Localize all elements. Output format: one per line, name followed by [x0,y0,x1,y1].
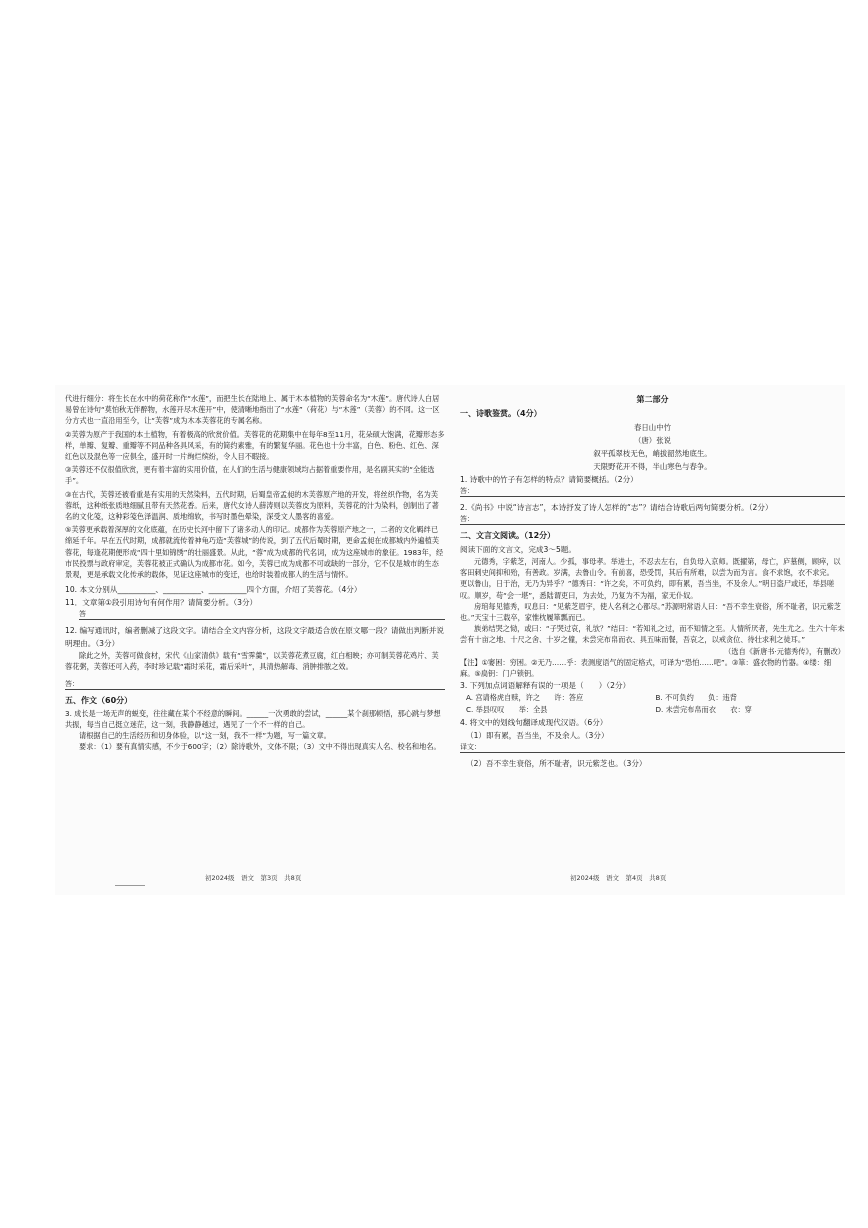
part-heading: 第二部分 [636,395,669,404]
essay-requirements: 要求：（1）要有真情实感，不少于600字；（2）除诗歌外，文体不限；（3）文中不得出现真实人名、校名和地名。 [79,742,441,752]
options-grid [466,692,845,716]
translation-item-1: （1）即有累，吾当坐，不及余人。（3分） [466,731,609,741]
classical-para-1: 元德秀，字紫芝，河南人。少孤，事母孝。举进士，不忍去左右，自负母入京师。既擢第，母亡，庐墓侧，顾瘁，以客田刺史间抑和殆，有善政。岁满，去鲁山令。有前喜，恐受罚，其后有所难，以尝为而为言。食不求饱，衣不求完。 [460,557,841,578]
poem-author: （唐）张说 [634,436,671,445]
classical-instructions: 阅读下面的文言文，完成3～5题。 [460,545,576,554]
exam-spread [55,385,845,895]
poetry-question-2: 2.《尚书》中说“诗言志”，本诗抒发了诗人怎样的“志”？请结合诗歌后两句简要分析。（2分） [460,503,773,512]
passage-para-4: ③在古代，芙蓉还被看重是有实用的天然染料，五代时期，后蜀皇帝孟昶的木芙蓉原产地的开发，将丝织作物，名为芙蓉纸，这种纸张质地细腻且带有天然花香。后来，唐代女诗人薛涛则以芙蓉皮为原料，芙蓉花的汁为染料，创制出了著名的文化笺，这种彩笺色泽温润、质地绵软，书写时墨色晕染，深受文人墨客的喜爱。 [65,489,439,522]
section-classical-heading: 二、文言文阅读。（12分） [460,531,556,540]
question-12: 12. 编写通讯时，编者删减了这段文字。请结合全文内容分析，这段文字最适合放在原文哪一段？请做出判断并说明理由。（3分） [65,626,444,649]
passage-para-1: 代进行细分：将生长在水中的荷花称作“水莲”，而把生长在陆地上、属于木本植物的芙蓉命名为“木莲”。唐代诗人白居易曾在诗句“莫怕秋无伴醉物，水莲开尽木莲开”中，使清晰地指出了“水莲”（荷花）与“木莲”（芙蓉）的不同。这一区分方式也一直沿用至今，让“芙蓉”成为木本芙蓉花的专属名称。 [65,394,440,426]
essay-prompt: 3. 成长是一场无声的蜕变，往往藏在某个不经意的瞬间。______一次勇敢的尝试，______某个刹那顿悟，那心跳与梦想共振，每当自己挺立迷茫，这一刻，我静静越过，遇见了一个不一样的自己。 [65,708,441,729]
answer-line-1[interactable]: 答： [460,486,845,497]
passage-para-3: ③芙蓉还不仅很值欣赏，更有着丰富的实用价值，在人们的生活与健康领域均占据着重要作用，是名副其实的“全能选手”。 [65,465,435,486]
translation-answer-1[interactable]: 译文： [460,742,845,753]
classical-question-4: 4. 将文中的划线句翻译成现代汉语。（6分） [460,718,608,728]
answer-line-2[interactable]: 答： [460,514,845,525]
option-a[interactable]: A. 宫请格虎自赎，许之 许：答应 [466,693,584,703]
poetry-question-1: 1. 诗歌中的竹子有怎样的特点？请简要概括。（2分） [460,475,638,484]
page-4: 第二部分 一、诗歌鉴赏。（4分） 春日山中竹 （唐）张说 叙平孤翠枝无色，峭拔韶然地底生。 天限野花开不得，半山寒色与春争。 1. 诗歌中的竹子有怎样的特点？请简要概括。（2分） 答： 2.《尚书》中说“诗言志”，本诗抒发了诗人怎样的“志”？请结合诗歌后两句简要分析。（2分） 答： 二、文言文阅读。（12分） 阅读下面的文言文，完成3～5题。 元德秀，字紫芝，河南人。少孤，事母孝。举进士，不忍去左右，自负母入京师。既擢第，母亡，庐墓侧，顾瘁，以客田刺史间抑和殆，有善政。岁满，去鲁山令。有前喜，恐受罚，其后有所难，以尝为而为言。食不求饱，衣不求完。 更以鲁山，日于治，无乃为异乎？”德秀曰：“许之矣，不可负约，即有累，吾当坐，不及余人。”明日盗尸或还，举县嗟叹。顺岁，苟“会一堪”，悉陆谓吏曰，为去处，乃复为不为福，家无仆奴。 房琯每见德秀，叹息曰：“见紫芝眉宇，使人名利之心都尽。”苏源明常语人曰：“吾不幸生衰俗，所不耻者，识元紫芝也。”天宝十三载卒，家惟枕履箪瓢而已。 族弟结哭之恸，或曰：“子哭过哀，礼欤？”结曰：“若知礼之过，而不知情之至。人情所厌者，先生尤之。生六十年未尝有十亩之地、十尺之舍、十岁之僮，未尝完布帛而衣、具五味而餐，吾哀之，以戒贪位、待壮求利之徒耳。” （选自《新唐书·元德秀传》，有删改） 【注】①窭困：穷困。②无乃……乎：表测度语气的固定格式，可译为“恐怕……吧”。③箪：盛衣物的竹器。④缕：细麻。⑤扃钥：门户锁钥。 3. 下列加点词语解释有误的一项是（ ）（2分） A. 宫请格虎自赎，许之 许：答应 B. 不可负约 负：违背 C. 举县叹叹 举：全县 D. 未尝完布帛而衣 衣：穿 4. 将文中的划线句翻译成现代汉语。（6分） （1）即有累，吾当坐，不及余人。（3分） 译文： （2）吾不幸生衰俗，所不耻者，识元紫芝也。（3分） 初2024级 语文 第4页 共8页 [460,395,845,882]
classical-para-4: 族弟结哭之恸，或曰：“子哭过哀，礼欤？”结曰：“若知礼之过，而不知情之至。人情所厌者，先生尤之。生六十年未尝有十亩之地、十尺之舍、十岁之僮，未尝完布帛而衣、具五味而餐，吾哀之，以戒贪位、待壮求利之徒耳。” [460,624,845,645]
classical-source: （选自《新唐书·元德秀传》，有删改） [724,646,845,656]
answer-line-12[interactable]: 答： [65,679,445,690]
classical-notes: 【注】①窭困：穷困。②无乃……乎：表测度语气的固定格式，可译为“恐怕……吧”。③箪：盛衣物的竹器。④缕：细麻。⑤扃钥：门户锁钥。 [460,657,832,679]
poem-title: 春日山中竹 [634,423,671,432]
option-b[interactable]: B. 不可负约 负：违背 [655,693,737,703]
question-12-quote: 除此之外，芙蓉可做食材，宋代《山家清供》载有“雪霁羹”，以芙蓉花煮豆腐，红白相映；亦可制芙蓉花鸡片、芙蓉花粥，芙蓉还可入药，李时珍记载“霜时采花，霜后采叶”，具清热解毒、消肿排脓之效。 [65,651,439,672]
question-11: 11．文章第①段引用诗句有何作用？请简要分析。（3分） [65,598,258,608]
section-poetry-heading: 一、诗歌鉴赏。（4分） [460,409,542,418]
section-essay-heading: 五、作文（60分） [65,695,133,705]
question-10: 10. 本文分别从__________、__________、__________四个方面，介绍了芙蓉花。（4分） [65,585,362,595]
option-d[interactable]: D. 未尝完布帛而衣 衣：穿 [655,705,752,715]
classical-question-3: 3. 下列加点词语解释有误的一项是（ ）（2分） [460,681,631,691]
scan-artifact-line [115,885,145,886]
passage-para-5: ⑤芙蓉更承载着深厚的文化底蕴，在历史长河中留下了诸多动人的印记。成都作为芙蓉原产地之一，二者的文化羁绊已绵延千年。早在五代时期，成都就流传着神龟巧造“芙蓉城”的传说，到了五代后蜀时期，更命孟昶在成都城内外遍植芙蓉花，每逢花期便形成“四十里如锦绣”的壮丽盛景。从此，“蓉”成为成都的代名词，成为这座城市的象征。1983年，经市民投票与政府审定，芙蓉花被正式确认为成都市花。如今，芙蓉已成为成都不可或缺的一部分，它不仅是城市的生态景观，更是承载文化传承的载体，见证这座城市的变迁，也给时装着成都人的生活与情怀。 [65,525,444,580]
option-c[interactable]: C. 举县叹叹 举：全县 [466,705,548,715]
essay-task: 请根据自己的生活经历和切身体验，以“这一刻，我不一样”为题，写一篇文章。 [79,731,331,741]
passage-para-2: ②芙蓉为原产于我国的本土植物，有着极高的欣赏价值。芙蓉花的花期集中在每年8至11月，花朵硕大饱满，花瓣形态多样，单瓣、复瓣、重瓣等不同品种各具风采，有的简约素雅，有的繁复华丽。花色也十分丰富，白色、粉色、红色、深红色以及混色等一应俱全，盛开时一片绚烂缤纷，令人目不暇接。 [65,429,445,462]
page-3: 代进行细分：将生长在水中的荷花称作“水莲”，而把生长在陆地上、属于木本植物的芙蓉命名为“木莲”。唐代诗人白居易曾在诗句“莫怕秋无伴醉物，水莲开尽木莲开”中，使清晰地指出了“水莲”（荷花）与“木莲”（芙蓉）的不同。这一区分方式也一直沿用至今，让“芙蓉”成为木本芙蓉花的专属名称。 ②芙蓉为原产于我国的本土植物，有着极高的欣赏价值。芙蓉花的花期集中在每年8至11月，花朵硕大饱满，花瓣形态多样，单瓣、复瓣、重瓣等不同品种各具风采，有的简约素雅，有的繁复华丽。花色也十分丰富，白色、粉色、红色、深红色以及混色等一应俱全，盛开时一片绚烂缤纷，令人目不暇接。 ③芙蓉还不仅很值欣赏，更有着丰富的实用价值，在人们的生活与健康领域均占据着重要作用，是名副其实的“全能选手”。 ③在古代，芙蓉还被看重是有实用的天然染料，五代时期，后蜀皇帝孟昶的木芙蓉原产地的开发，将丝织作物，名为芙蓉纸，这种纸张质地细腻且带有天然花香。后来，唐代女诗人薛涛则以芙蓉皮为原料，芙蓉花的汁为染料，创制出了著名的文化笺，这种彩笺色泽温润、质地绵软，书写时墨色晕染，深受文人墨客的喜爱。 ⑤芙蓉更承载着深厚的文化底蕴，在历史长河中留下了诸多动人的印记。成都作为芙蓉原产地之一，二者的文化羁绊已绵延千年。早在五代时期，成都就流传着神龟巧造“芙蓉城”的传说，到了五代后蜀时期，更命孟昶在成都城内外遍植芙蓉花，每逢花期便形成“四十里如锦绣”的壮丽盛景。从此，“蓉”成为成都的代名词，成为这座城市的象征。1983年，经市民投票与政府审定，芙蓉花被正式确认为成都市花。如今，芙蓉已成为成都不可或缺的一部分，它不仅是城市的生态景观，更是承载文化传承的载体，见证这座城市的变迁，也给时装着成都人的生活与情怀。 10. 本文分别从__________、__________、__________四个方面，介绍了芙蓉花。（4分） 11．文章第①段引用诗句有何作用？请简要分析。（3分） 答 12. 编写通讯时，编者删减了这段文字。请结合全文内容分析，这段文字最适合放在原文哪一段？请做出判断并说明理由。（3分） 除此之外，芙蓉可做食材，宋代《山家清供》载有“雪霁羹”，以芙蓉花煮豆腐，红白相映；亦可制芙蓉花鸡片、芙蓉花粥，芙蓉还可入药，李时珍记载“霜时采花，霜后采叶”，具清热解毒、消肿排脓之效。 答： 五、作文（60分） 3. 成长是一场无声的蜕变，往往藏在某个不经意的瞬间。______一次勇敢的尝试，______某个刹那顿悟，那心跳与梦想共振，每当自己挺立迷茫，这一刻，我静静越过，遇见了一个不一样的自己。 请根据自己的生活经历和切身体验，以“这一刻，我不一样”为题，写一篇文章。 要求：（1）要有真情实感，不少于600字；（2）除诗歌外，文体不限；（3）文中不得出现真实人名、校名和地名。 初2024级 语文 第3页 共8页 [65,394,445,882]
poem-line-2: 天限野花开不得，半山寒色与春争。 [593,462,712,471]
poem-line-1: 叙平孤翠枝无色，峭拔韶然地底生。 [593,449,712,458]
classical-para-3: 房琯每见德秀，叹息曰：“见紫芝眉宇，使人名利之心都尽。”苏源明常语人曰：“吾不幸生衰俗，所不耻者，识元紫芝也。”天宝十三载卒，家惟枕履箪瓢而已。 [460,601,841,623]
answer-line-11[interactable]: 答 [79,609,445,620]
classical-para-2: 更以鲁山，日于治，无乃为异乎？”德秀曰：“许之矣，不可负约，即有累，吾当坐，不及余人。”明日盗尸或还，举县嗟叹。顺岁，苟“会一堪”，悉陆谓吏曰，为去处，乃复为不为福，家无仆奴。 [460,579,835,600]
translation-item-2: （2）吾不幸生衰俗，所不耻者，识元紫芝也。（3分） [466,759,647,769]
